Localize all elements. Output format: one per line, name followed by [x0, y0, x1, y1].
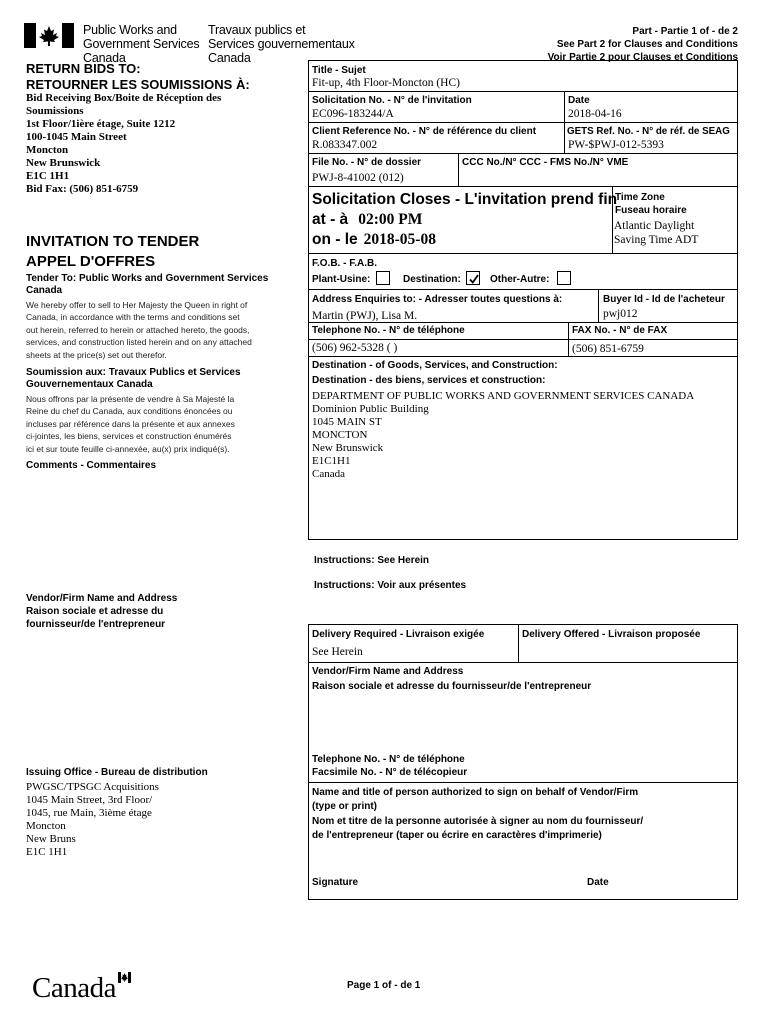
- return-bids-line: RETURN BIDS TO:: [26, 61, 141, 76]
- return-bids-address: [26, 92, 221, 196]
- issuing-office-address: [26, 781, 159, 859]
- solicitation-closes-label: Solicitation Closes - L'invitation prend fin: [312, 191, 618, 208]
- text-line: incluses par référence dans la présente et aux annexes: [26, 418, 235, 429]
- divider: [518, 624, 519, 662]
- time-zone-label: Time Zone: [615, 192, 665, 203]
- delivery-required-value[interactable]: See Herein: [312, 646, 363, 658]
- address-line: Moncton: [26, 144, 69, 156]
- comments-heading: Comments - Commentaires: [26, 460, 157, 471]
- authorized-person-label-fr: Nom et titre de la personne autorisée à signer au nom du fournisseur/: [312, 816, 644, 827]
- dept-en-line: Public Works and: [83, 23, 177, 37]
- text-line: out herein, referred to herein or attached hereto, the goods,: [26, 324, 250, 335]
- divider: [308, 153, 738, 154]
- on-label: on - le: [312, 231, 358, 248]
- dept-en-line: Government Services: [83, 37, 200, 51]
- address-line: 1st Floor/1ière étage, Suite 1212: [26, 118, 176, 130]
- divider: [308, 122, 738, 123]
- vendor-left-line: fournisseur/de l'entrepreneur: [26, 619, 166, 630]
- divider: [308, 186, 738, 187]
- text-line: Reine du chef du Canada, aux conditions énoncées ou: [26, 406, 233, 417]
- address-line: E1C 1H1: [26, 846, 68, 858]
- divider: [308, 289, 738, 290]
- destination-label: Destination:: [403, 274, 461, 285]
- address-line: Bid Receiving Box/Boite de Réception des: [26, 92, 222, 104]
- address-line: 1045, rue Main, 3ième étage: [26, 807, 152, 819]
- authorized-person-label: (type or print): [312, 801, 377, 812]
- signature-label: Signature: [312, 877, 359, 888]
- checkmark-icon: [468, 273, 480, 285]
- divider: [598, 289, 599, 322]
- time-zone-label-fr: Fuseau horaire: [615, 205, 687, 216]
- instructions-fr: Instructions: Voir aux présentes: [314, 580, 467, 591]
- vendor-telephone-label: Telephone No. - N° de téléphone: [312, 754, 465, 765]
- address-line: Dominion Public Building: [312, 403, 429, 415]
- vendor-left-label: [26, 592, 177, 631]
- address-line: 1045 MAIN ST: [312, 416, 382, 428]
- department-name-fr: [208, 23, 355, 65]
- destination-goods-label: Destination - of Goods, Services, and Construction:: [312, 360, 558, 371]
- signature-date-label: Date: [587, 877, 609, 888]
- client-reference-value[interactable]: R.083347.002: [312, 139, 378, 151]
- tender-to-heading: Tender To: Public Works and Government Services Canada: [26, 273, 269, 296]
- telephone-value[interactable]: (506) 962-5328 ( ): [312, 342, 398, 354]
- divider: [308, 662, 738, 663]
- address-line: 100-1045 Main Street: [26, 131, 127, 143]
- page-number: Page 1 of - de 1: [347, 980, 421, 991]
- part-line: See Part 2 for Clauses and Conditions: [556, 39, 738, 51]
- delivery-offered-label: Delivery Offered - Livraison proposée: [522, 629, 701, 640]
- buyer-id-label: Buyer Id - Id de l'acheteur: [603, 294, 725, 305]
- time-zone-value[interactable]: Atlantic Daylight: [614, 220, 695, 232]
- time-zone-value-2[interactable]: Saving Time ADT: [614, 234, 699, 246]
- address-line: Bid Fax: (506) 851-6759: [26, 183, 139, 195]
- address-enquiries-value[interactable]: Martin (PWJ), Lisa M.: [312, 310, 418, 322]
- part-line: Voir Partie 2 pour Clauses et Conditions: [547, 52, 738, 64]
- text-line: We hereby offer to sell to Her Majesty the Queen in right of: [26, 300, 248, 310]
- address-line: 1045 Main Street, 3rd Floor/: [26, 794, 153, 806]
- text-line: Canada, in accordance with the terms and conditions set: [26, 312, 240, 323]
- closing-time-value[interactable]: 02:00 PM: [358, 211, 423, 228]
- client-reference-label: Client Reference No. - N° de référence du client: [312, 126, 537, 137]
- vendor-name-label: Vendor/Firm Name and Address: [312, 666, 464, 677]
- address-line: DEPARTMENT OF PUBLIC WORKS AND GOVERNMENT SERVICES CANADA: [312, 390, 695, 402]
- text-line: sheets at the price(s) set out therefor.: [26, 349, 167, 360]
- divider: [568, 322, 569, 356]
- divider: [308, 782, 738, 783]
- authorized-person-label: Name and title of person authorized to sign on behalf of Vendor/Firm: [312, 787, 639, 798]
- vendor-left-line: Raison sociale et adresse du: [26, 606, 164, 617]
- divider: [308, 339, 738, 340]
- ccc-number-label: CCC No./N° CCC - FMS No./N° VME: [462, 157, 629, 168]
- closing-date-value[interactable]: 2018-05-08: [363, 231, 436, 248]
- destination-goods-label-fr: Destination - des biens, services et construction:: [312, 375, 546, 386]
- vendor-left-line: Vendor/Firm Name and Address: [26, 593, 178, 604]
- address-line: E1C1H1: [312, 455, 351, 467]
- dept-fr-line: Travaux publics et: [208, 23, 306, 37]
- divider: [564, 91, 565, 153]
- part-header: [548, 25, 738, 65]
- plant-label: Plant-Usine:: [312, 274, 371, 285]
- dept-fr-line: Canada: [208, 51, 251, 65]
- invitation-title: [26, 232, 199, 272]
- dept-en-line: Canada: [83, 51, 126, 65]
- soumission-heading: Soumission aux: Travaux Publics et Services Gouvernementaux Canada: [26, 367, 241, 390]
- address-line: Canada: [312, 468, 345, 480]
- tender-to-text: [26, 299, 266, 361]
- address-line: PWGSC/TPSGC Acquisitions: [26, 781, 159, 793]
- address-enquiries-label: Address Enquiries to: - Adresser toutes questions à:: [312, 294, 563, 305]
- invitation-title-line: APPEL D'OFFRES: [26, 253, 156, 270]
- department-name-en: [83, 23, 199, 65]
- closes-date-row: [312, 230, 436, 250]
- address-line: Soumissions: [26, 105, 84, 117]
- destination-checkbox[interactable]: [466, 271, 480, 285]
- address-line: New Brunswick: [312, 442, 384, 454]
- fax-value[interactable]: (506) 851-6759: [572, 343, 644, 355]
- address-line: MONCTON: [312, 429, 368, 441]
- other-checkbox[interactable]: [557, 271, 571, 285]
- solicitation-number-label: Solicitation No. - N° de l'invitation: [312, 95, 472, 106]
- title-value[interactable]: Fit-up, 4th Floor-Moncton (HC): [312, 77, 460, 89]
- telephone-label: Telephone No. - N° de téléphone: [312, 325, 465, 336]
- fax-label: FAX No. - N° de FAX: [572, 325, 668, 336]
- issuing-office-heading: Issuing Office - Bureau de distribution: [26, 767, 208, 778]
- canada-wordmark: Canada: [32, 972, 116, 1004]
- authorized-person-label-fr: de l'entrepreneur (taper ou écrire en caractères d'imprimerie): [312, 830, 602, 841]
- destination-address: [312, 390, 694, 481]
- address-line: New Bruns: [26, 833, 76, 845]
- delivery-required-label: Delivery Required - Livraison exigée: [312, 629, 485, 640]
- divider: [308, 253, 738, 254]
- text-line: ci-jointes, les biens, services et construction énumérés: [26, 431, 232, 442]
- vendor-name-label-fr: Raison sociale et adresse du fournisseur/de l'entrepreneur: [312, 681, 592, 692]
- soumission-text: [26, 393, 266, 455]
- address-line: E1C 1H1: [26, 170, 70, 182]
- wordmark-flag-icon: [118, 972, 131, 983]
- date-label: Date: [568, 95, 590, 106]
- text-line: Nous offrons par la présente de vendre à Sa Majesté la: [26, 394, 235, 404]
- buyer-id-value[interactable]: pwj012: [603, 308, 638, 320]
- address-line: New Brunswick: [26, 157, 101, 169]
- at-label: at - à: [312, 211, 349, 228]
- title-label: Title - Sujet: [312, 65, 366, 76]
- divider: [458, 153, 459, 186]
- date-value[interactable]: 2018-04-16: [568, 108, 622, 120]
- return-bids-title: [26, 61, 250, 93]
- file-number-value[interactable]: PWJ-8-41002 (012): [312, 172, 404, 184]
- closes-time-row: [312, 210, 422, 230]
- vendor-fax-label: Facsimile No. - N° de télécopieur: [312, 767, 468, 778]
- dept-fr-line: Services gouvernementaux: [208, 37, 355, 51]
- text-line: ici et sur toute feuille ci-annexée, au(x) prix indiqué(s).: [26, 443, 230, 454]
- part-line: Part - Partie 1 of - de 2: [632, 26, 738, 37]
- divider: [308, 356, 738, 357]
- address-line: Moncton: [26, 820, 66, 832]
- gets-reference-value[interactable]: PW-$PWJ-012-5393: [568, 139, 664, 151]
- instructions-en: Instructions: See Herein: [314, 555, 430, 566]
- fob-label: F.O.B. - F.A.B.: [312, 258, 377, 269]
- solicitation-number-value[interactable]: EC096-183244/A: [312, 108, 394, 120]
- file-number-label: File No. - N° de dossier: [312, 157, 422, 168]
- text-line: services, and construction listed herein and on any attached: [26, 337, 252, 348]
- canada-flag-icon: [24, 23, 74, 48]
- other-label: Other-Autre:: [490, 274, 550, 285]
- divider: [308, 91, 738, 92]
- gets-reference-label: GETS Ref. No. - N° de réf. de SEAG: [567, 126, 730, 137]
- invitation-title-line: INVITATION TO TENDER: [26, 233, 200, 250]
- return-bids-line: RETOURNER LES SOUMISSIONS À:: [26, 77, 250, 92]
- plant-checkbox[interactable]: [376, 271, 390, 285]
